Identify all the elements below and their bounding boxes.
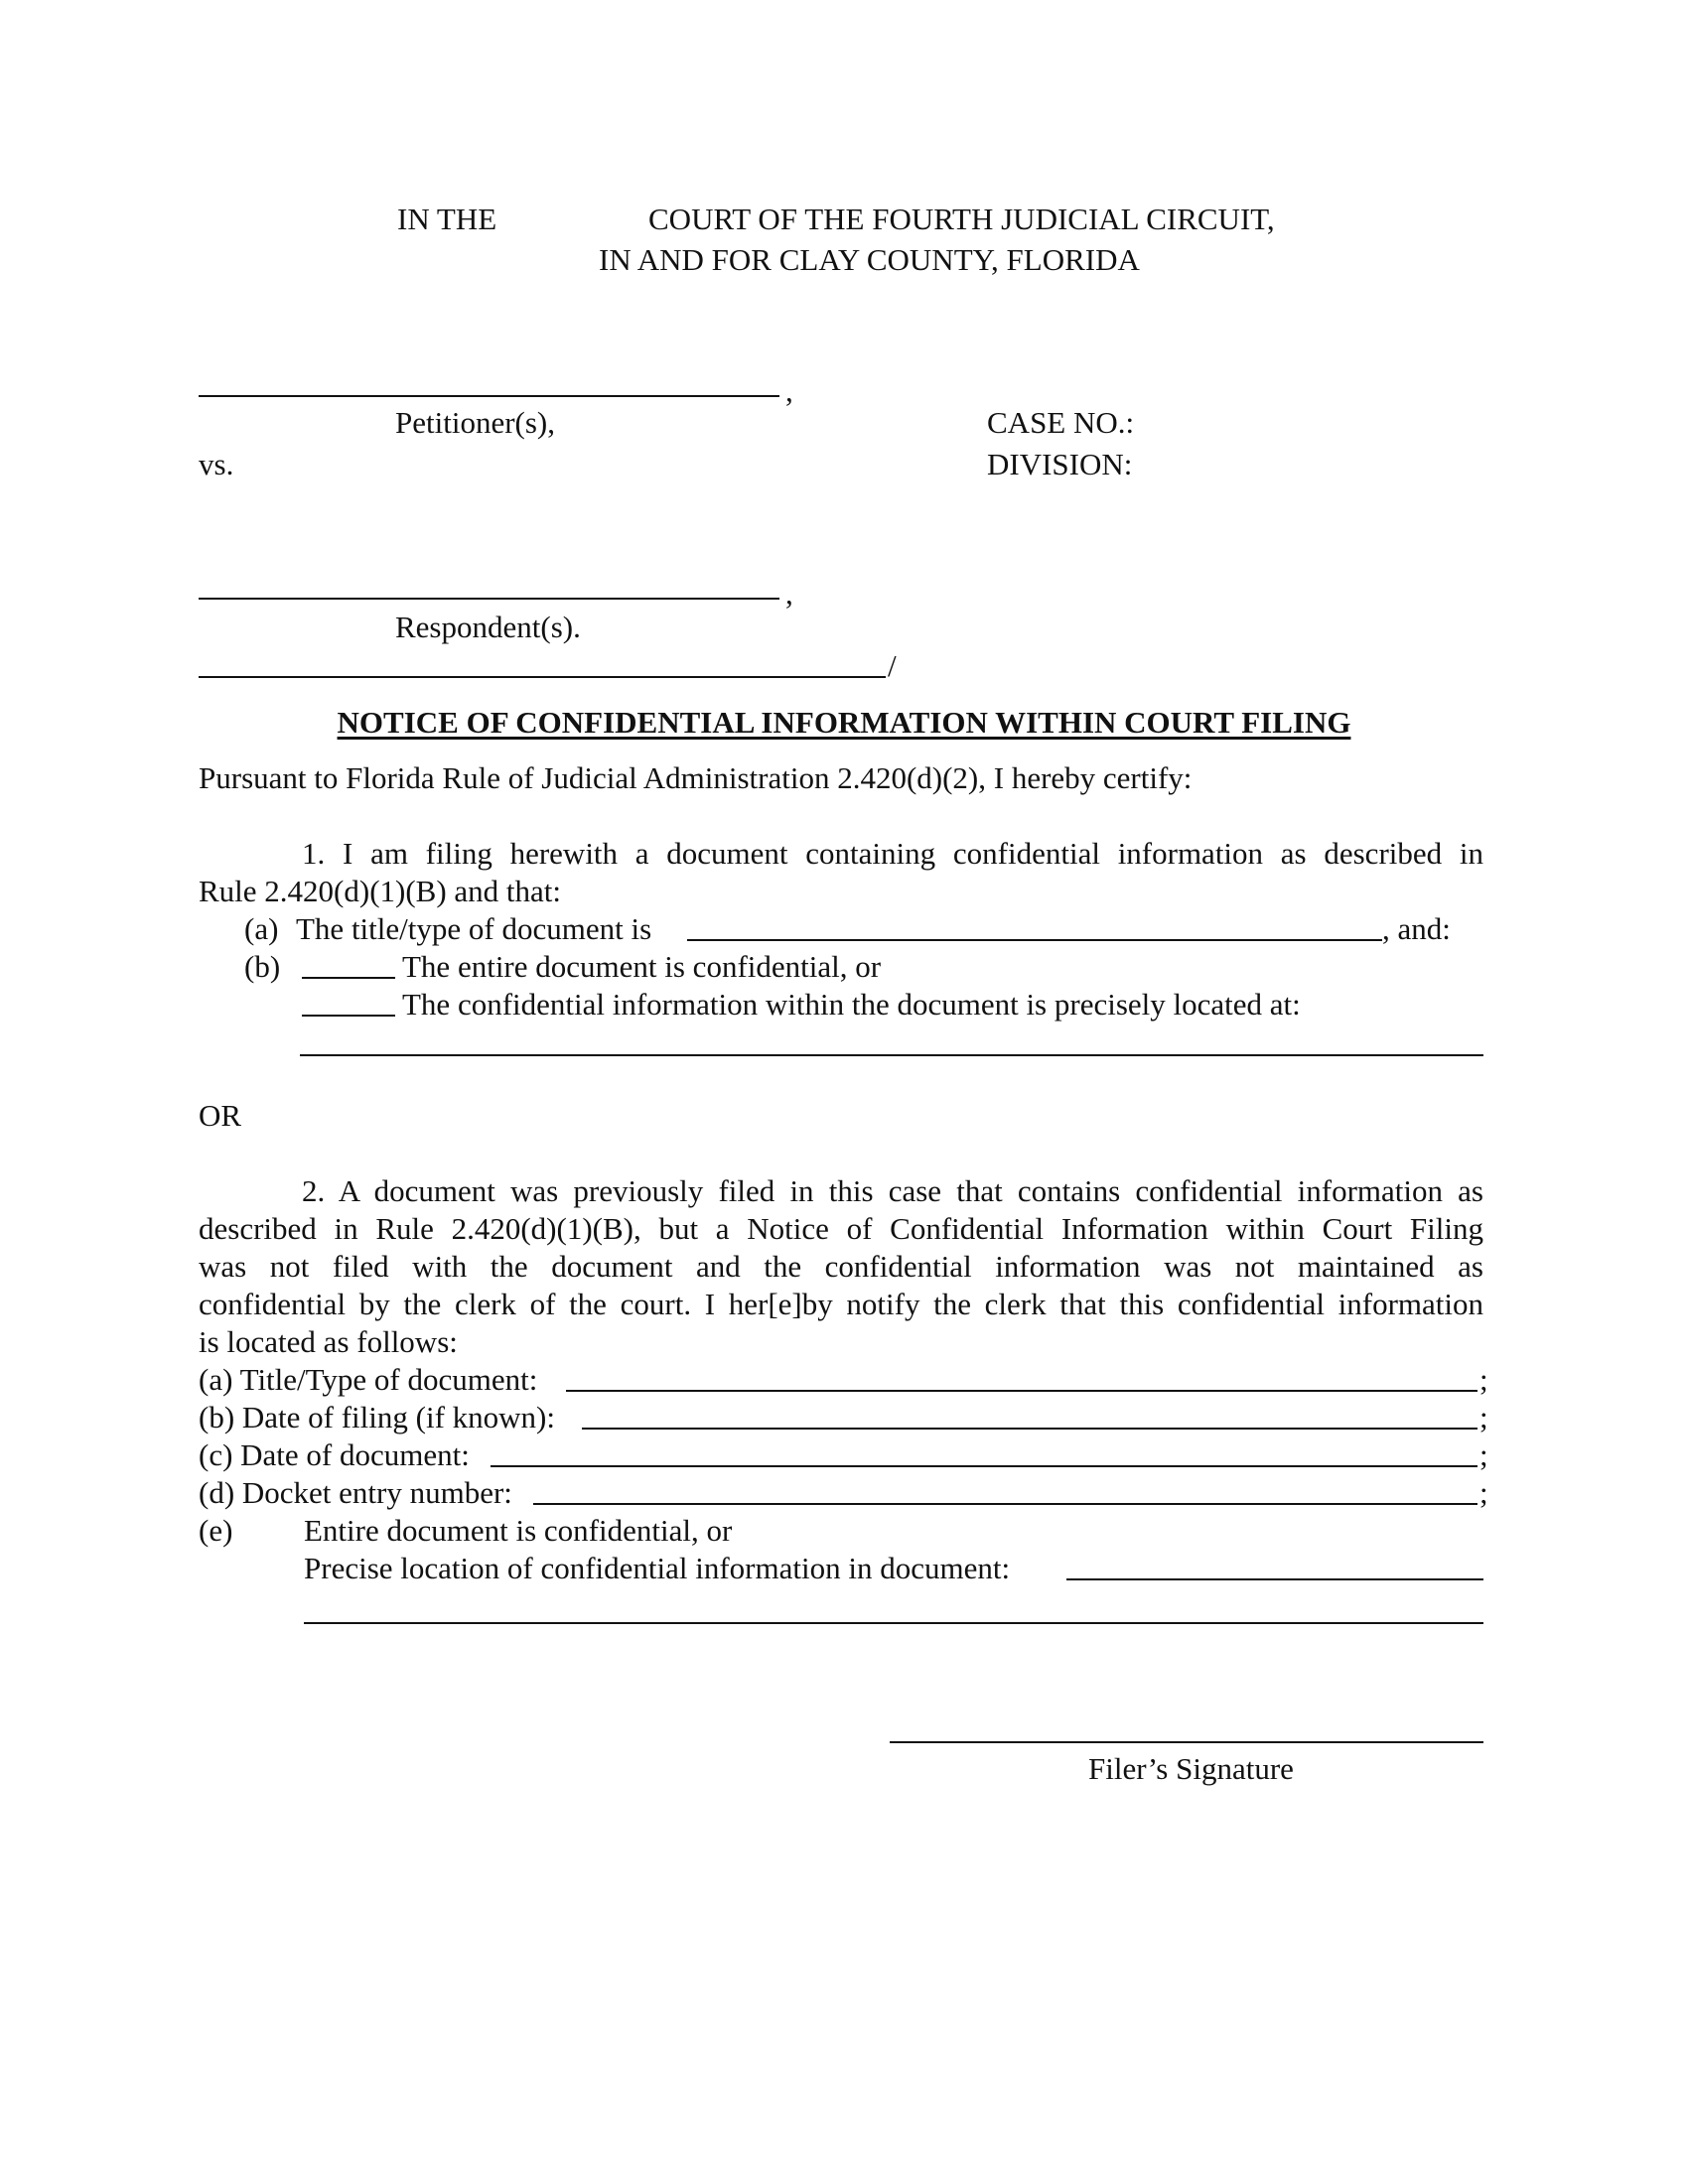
section2-line: 2. A document was previously filed in this case that contains confidential information as — [302, 1173, 1483, 1208]
section2-e-line1: Entire document is confidential, or — [304, 1513, 733, 1548]
entire-document-check-line[interactable] — [302, 977, 395, 979]
caption-slash: / — [888, 648, 897, 683]
docket-entry-line[interactable] — [533, 1503, 1477, 1505]
section2-c-semicolon: ; — [1479, 1437, 1488, 1472]
section2-e-label: (e) — [199, 1513, 233, 1548]
respondent-name-line[interactable] — [199, 598, 779, 600]
section2-line: was not filed with the document and the confidential information was not maintained as — [199, 1249, 1483, 1284]
section2-a-semicolon: ; — [1479, 1362, 1488, 1397]
header-county-line: IN AND FOR CLAY COUNTY, FLORIDA — [599, 242, 1140, 277]
section1-a-label: (a) — [244, 911, 279, 946]
section2-line: described in Rule 2.420(d)(1)(B), but a Notice of Confidential Information within Court Filing — [199, 1211, 1483, 1246]
caption-close-line — [199, 676, 886, 678]
section2-last-line: is located as follows: — [199, 1324, 458, 1359]
respondent-comma: , — [785, 576, 793, 611]
section1-line1: 1. I am filing herewith a document containing confidential information as described in — [302, 836, 1483, 871]
section1-line2: Rule 2.420(d)(1)(B) and that: — [199, 874, 562, 908]
petitioner-comma: , — [785, 373, 793, 408]
section1-b-option1: The entire document is confidential, or — [402, 949, 882, 984]
division-label: DIVISION: — [987, 447, 1133, 481]
petitioner-label: Petitioner(s), — [395, 405, 555, 440]
section2-b-label: (b) Date of filing (if known): — [199, 1400, 555, 1434]
or-separator: OR — [199, 1098, 242, 1133]
petitioner-name-line[interactable] — [199, 395, 779, 397]
vs-label: vs. — [199, 447, 234, 481]
section2-e-line2: Precise location of confidential information in document: — [304, 1551, 1011, 1585]
document-title: NOTICE OF CONFIDENTIAL INFORMATION WITHIN COURT FILING — [337, 705, 1351, 740]
section2-line: confidential by the clerk of the court. I her[e]by notify the clerk that this confidential information — [199, 1287, 1483, 1321]
signature-label: Filer’s Signature — [1088, 1751, 1294, 1786]
header-court-line: COURT OF THE FOURTH JUDICIAL CIRCUIT, — [648, 202, 1275, 236]
header-in-the: IN THE — [397, 202, 497, 236]
section2-c-label: (c) Date of document: — [199, 1437, 470, 1472]
respondent-label: Respondent(s). — [395, 610, 581, 644]
section1-b-option2: The confidential information within the document is precisely located at: — [402, 987, 1301, 1022]
document-title-line[interactable] — [687, 939, 1382, 941]
section1-a-text: The title/type of document is — [296, 911, 652, 946]
section1-a-end: , and: — [1382, 911, 1451, 946]
section2-d-label: (d) Docket entry number: — [199, 1475, 512, 1510]
precise-location-doc-line[interactable] — [1066, 1578, 1483, 1580]
date-of-document-line[interactable] — [491, 1465, 1477, 1467]
precise-location-doc-line-2[interactable] — [304, 1622, 1483, 1624]
section2-d-semicolon: ; — [1479, 1475, 1488, 1510]
title-type-line[interactable] — [566, 1390, 1477, 1392]
precise-location-check-line[interactable] — [302, 1015, 395, 1017]
section2-a-label: (a) Title/Type of document: — [199, 1362, 538, 1397]
case-no-label: CASE NO.: — [987, 405, 1135, 440]
signature-line[interactable] — [890, 1741, 1483, 1743]
intro-paragraph: Pursuant to Florida Rule of Judicial Administration 2.420(d)(2), I hereby certify: — [199, 760, 1193, 795]
section1-b-label: (b) — [244, 949, 281, 984]
date-of-filing-line[interactable] — [582, 1428, 1477, 1430]
section2-b-semicolon: ; — [1479, 1400, 1488, 1434]
precise-location-line[interactable] — [300, 1054, 1483, 1056]
